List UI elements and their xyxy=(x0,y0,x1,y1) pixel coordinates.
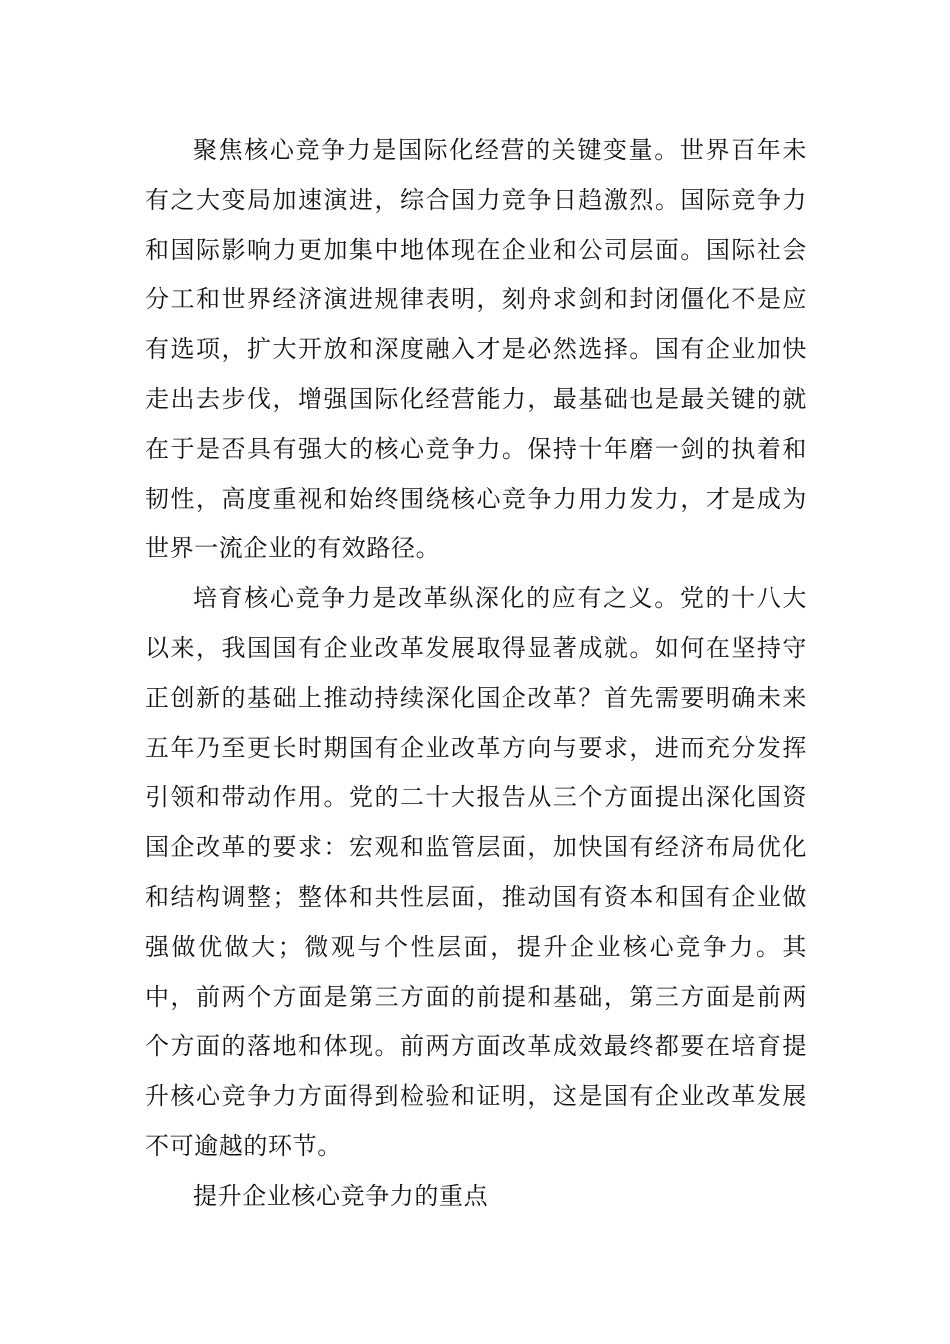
paragraph-core-competitiveness-reform: 培育核心竞争力是改革纵深化的应有之义。党的十八大以来，我国国有企业改革发展取得显著成就。如何在坚持守正创新的基础上推动持续深化国企改革？首先需要明确未来五年乃至更长时期国有企业改革方向与要求，进而充分发挥引领和带动作用。党的二十大报告从三个方面提出深化国资国企改革的要求：宏观和监管层面，加快国有经济布局优化和结构调整；整体和共性层面，推动国有资本和国有企业做强做优做大；微观与个性层面，提升企业核心竞争力。其中，前两个方面是第三方面的前提和基础，第三方面是前两个方面的落地和体现。前两方面改革成效最终都要在培育提升核心竞争力方面得到检验和证明，这是国有企业改革发展不可逾越的环节。 xyxy=(145,584,807,1160)
section-heading-key-points: 提升企业核心竞争力的重点 xyxy=(193,1181,489,1210)
paragraph-core-competitiveness-internationalization: 聚焦核心竞争力是国际化经营的关键变量。世界百年未有之大变局加速演进，综合国力竞争日趋激烈。国际竞争力和国际影响力更加集中地体现在企业和公司层面。国际社会分工和世界经济演进规律表明，刻舟求剑和封闭僵化不是应有选项，扩大开放和深度融入才是必然选择。国有企业加快走出去步伐，增强国际化经营能力，最基础也是最关键的就在于是否具有强大的核心竞争力。保持十年磨一剑的执着和韧性，高度重视和始终围绕核心竞争力用力发力，才是成为世界一流企业的有效路径。 xyxy=(145,136,807,563)
document-body xyxy=(145,126,807,1222)
